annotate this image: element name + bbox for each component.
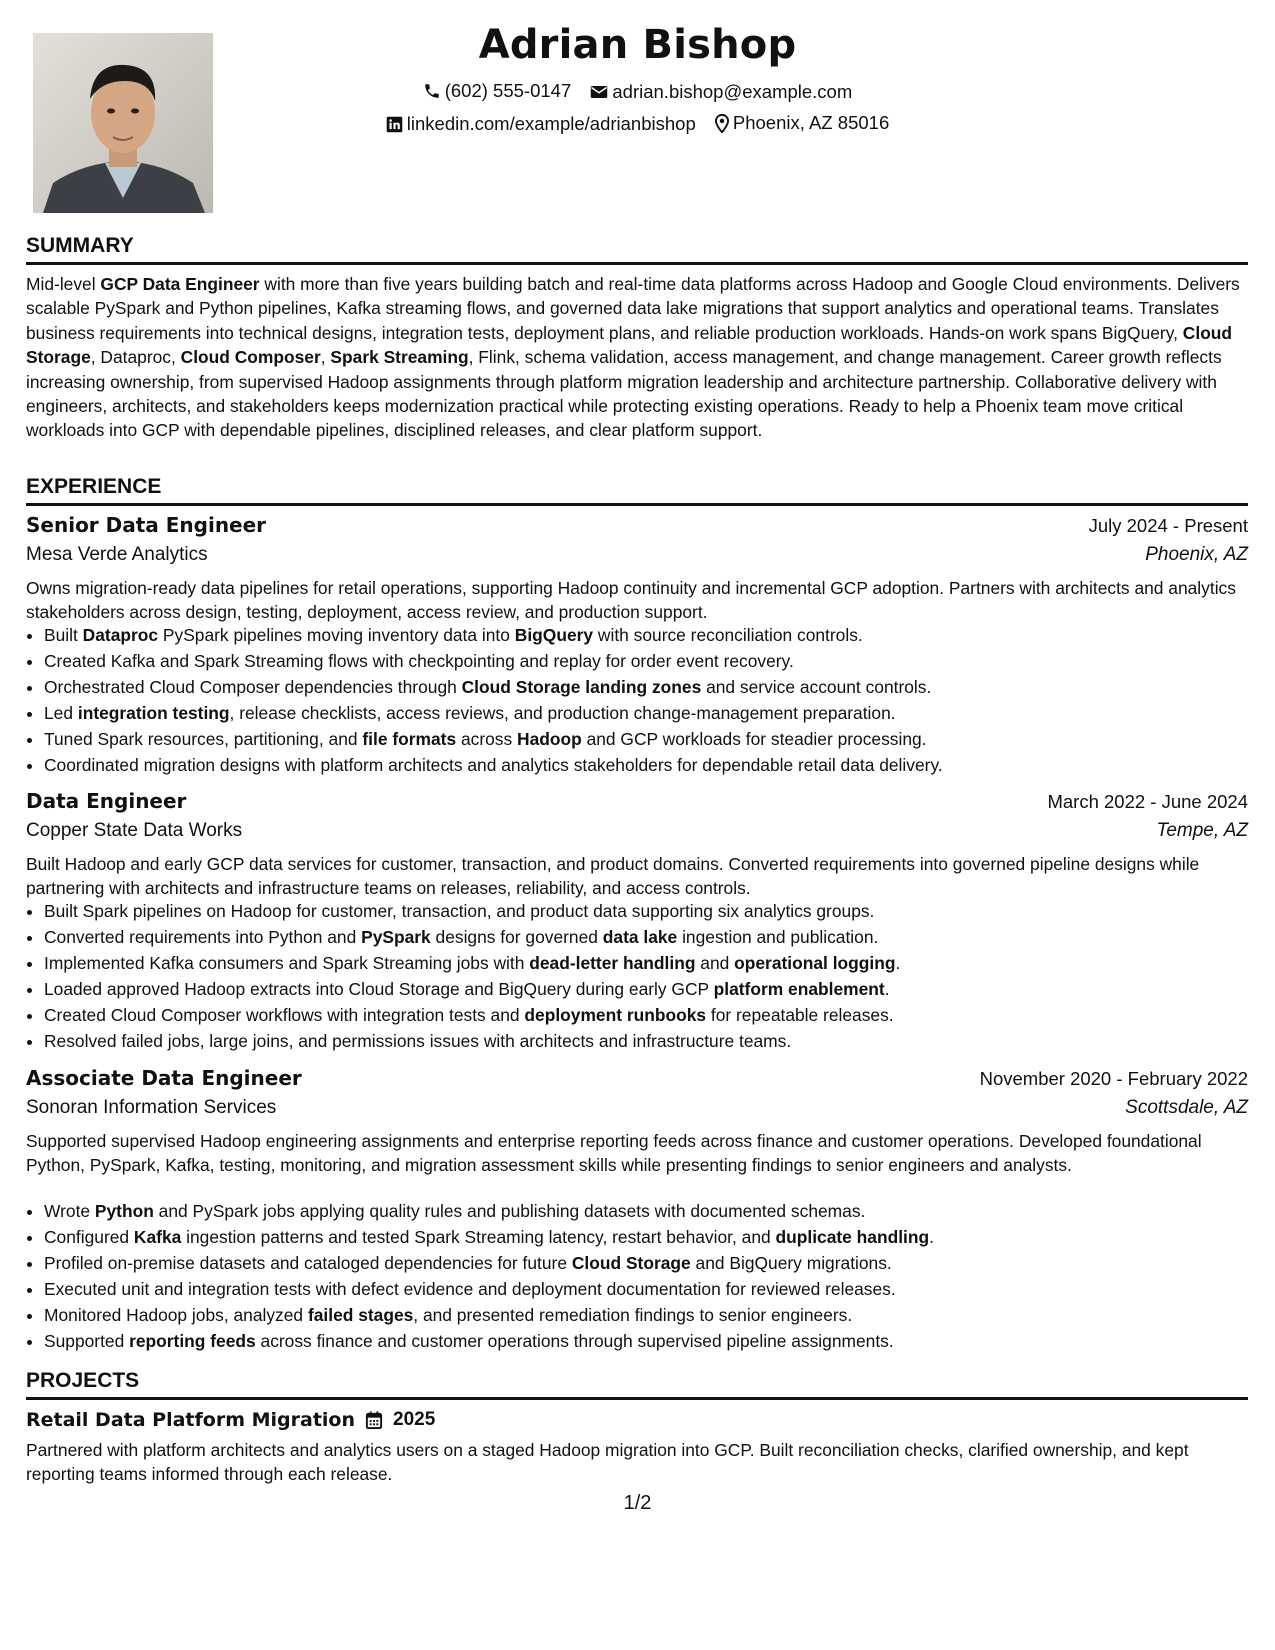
text-run: Supported — [44, 1330, 130, 1351]
bold-text: operational logging — [734, 952, 896, 973]
text-run: ingestion patterns and tested Spark Streaming latency, restart behavior, and — [181, 1226, 776, 1247]
text-run: . — [895, 952, 901, 973]
job-company: Sonoran Information Services — [26, 1097, 277, 1118]
bullet-item — [44, 1251, 1266, 1277]
project-header — [26, 1409, 435, 1431]
text-run: Orchestrated Cloud Composer dependencies through — [44, 676, 462, 697]
bullet-item — [44, 675, 1266, 701]
job-subheader — [26, 1097, 1248, 1119]
map-pin-icon — [715, 114, 729, 133]
job-bullets — [26, 899, 1266, 1054]
bullet-item — [44, 753, 1266, 779]
job-description: Built Hadoop and early GCP data services for customer, transaction, and product domains. Converted requirements into governed pipeline designs while partnering with architects and infrastructure teams on releases, reliability, and access controls. — [26, 854, 1200, 899]
bold-text: Kafka — [133, 1226, 182, 1247]
text-run: , release checklists, access reviews, and production change-management preparation. — [229, 702, 896, 723]
bold-text: Python — [94, 1201, 154, 1221]
text-run: Created Cloud Composer workflows with integration tests and — [44, 1004, 525, 1025]
job-header — [26, 513, 1248, 537]
text-run: Built — [44, 625, 83, 645]
text-run: Implemented Kafka consumers and Spark Streaming jobs with — [44, 952, 530, 973]
text-run: , and presented remediation findings to senior engineers. — [413, 1304, 853, 1325]
job-subheader — [26, 820, 1248, 842]
bullet-item — [44, 1277, 1266, 1303]
bullet-item — [44, 1029, 1266, 1055]
text-run: Resolved failed jobs, large joins, and permissions issues with architects and infrastructure teams. — [44, 1030, 792, 1051]
location-text: Phoenix, AZ 85016 — [732, 112, 890, 133]
bullet-item — [44, 623, 1266, 649]
job-description: Owns migration-ready data pipelines for retail operations, supporting Hadoop continuity and incremental GCP adoption. Partners with architects and analytics stakeholders across design, testing, deployment, access review, and production support. — [26, 578, 1236, 623]
text-run: and PySpark jobs applying quality rules and publishing datasets with documented schemas. — [153, 1201, 866, 1221]
bullet-item — [44, 977, 1266, 1003]
text-run: Coordinated migration designs with platform architects and analytics stakeholders for dependable retail data delivery. — [44, 754, 943, 775]
bold-text: Dataproc — [82, 625, 159, 645]
page-number: 1/2 — [623, 1492, 652, 1514]
text-run: Built Spark pipelines on Hadoop for customer, transaction, and product data supporting six analytics groups. — [44, 901, 875, 921]
experience-heading: EXPERIENCE — [26, 475, 1248, 506]
summary-heading: SUMMARY — [26, 234, 1248, 265]
text-run: Tuned Spark resources, partitioning, and — [44, 728, 363, 749]
text-run: and BigQuery migrations. — [690, 1252, 892, 1273]
contact-row-1 — [0, 80, 1275, 105]
job-title: Associate Data Engineer — [26, 1066, 302, 1090]
bullet-item — [44, 1225, 1266, 1251]
job-location: Phoenix, AZ — [1145, 544, 1248, 565]
job-bullets — [26, 623, 1266, 778]
text-run: PySpark pipelines moving inventory data into — [158, 625, 515, 645]
job-location: Tempe, AZ — [1156, 820, 1248, 841]
job-header — [26, 789, 1248, 813]
bold-text: Cloud Storage landing zones — [461, 676, 702, 697]
bullet-item — [44, 649, 1266, 675]
job-title: Senior Data Engineer — [26, 513, 267, 537]
job-dates: July 2024 - Present — [1088, 515, 1248, 536]
bold-text: GCP Data Engineer — [100, 274, 260, 294]
bold-text: deployment runbooks — [524, 1004, 707, 1025]
project-year: 2025 — [393, 1409, 436, 1430]
bold-text: platform enablement — [713, 978, 885, 999]
bullet-item — [44, 1199, 1266, 1225]
bold-text: file formats — [362, 728, 457, 749]
bold-text: reporting feeds — [129, 1330, 256, 1351]
text-run: Configured — [44, 1226, 134, 1247]
calendar-icon — [365, 1411, 383, 1430]
bold-text: duplicate handling — [775, 1226, 930, 1247]
job-title: Data Engineer — [26, 789, 187, 813]
text-run: Mid-level — [26, 274, 101, 294]
job-company: Copper State Data Works — [26, 820, 243, 841]
text-run: . — [884, 978, 890, 999]
text-run: , Dataproc, — [90, 347, 181, 368]
projects-heading: PROJECTS — [26, 1369, 1248, 1400]
summary-text — [26, 272, 1251, 443]
text-run: , Flink, schema validation, access management, and change management. Career growth reflects increasing ownership, from supervised Hadoop assignments through platform migration leadership and architecture partnership. Collaborative delivery with engineers, architects, and stakeholders keeps modernization practical while protecting existing operations. Ready to help a Phoenix team move critical workloads into GCP with dependable pipelines, disciplined releases, and clear platform support. — [26, 347, 1222, 441]
bold-text: Cloud Composer — [180, 347, 321, 368]
contact-row-2 — [0, 112, 1275, 138]
text-run: , — [320, 347, 331, 368]
job-description: Supported supervised Hadoop engineering assignments and enterprise reporting feeds across finance and customer operations. Developed foundational Python, PySpark, Kafka, testing, monitoring, and migration assessment skills while presenting findings to senior engineers and analysts. — [26, 1131, 1202, 1176]
text-run: and GCP workloads for steadier processing. — [581, 728, 927, 749]
text-run: across finance and customer operations through supervised pipeline assignments. — [255, 1330, 894, 1351]
text-run: and — [695, 952, 735, 973]
bold-text: data lake — [602, 926, 678, 947]
text-run: ingestion and publication. — [677, 926, 879, 947]
bullet-item — [44, 1303, 1266, 1329]
bold-text: failed stages — [307, 1304, 414, 1325]
job-bullets — [26, 1199, 1266, 1354]
text-run: Converted requirements into Python and — [44, 926, 362, 947]
text-run: Created Kafka and Spark Streaming flows with checkpointing and replay for order event recovery. — [44, 650, 794, 671]
bullet-item — [44, 1003, 1266, 1029]
location-contact — [715, 112, 889, 134]
phone-icon — [423, 82, 441, 100]
text-run: Loaded approved Hadoop extracts into Cloud Storage and BigQuery during early GCP — [44, 978, 714, 999]
text-run: designs for governed — [430, 926, 603, 947]
candidate-name: Adrian Bishop — [478, 22, 797, 68]
job-dates: March 2022 - June 2024 — [1047, 791, 1248, 812]
bold-text: Hadoop — [517, 728, 582, 749]
bullet-item — [44, 701, 1266, 727]
bold-text: Cloud Storage — [26, 322, 1233, 368]
bold-text: dead-letter handling — [529, 952, 696, 973]
bold-text: BigQuery — [514, 625, 594, 645]
text-run: with more than five years building batch and real-time data platforms across Hadoop and Google Cloud environments. Delivers scalable PySpark and Python pipelines, Kafka streaming flows, and governed data lake migrations that support analytics and operational teams. Translates business requirements into technical designs, integration tests, deployment plans, and reliable production workloads. Hands-on work spans BigQuery, — [26, 274, 1240, 343]
job-location: Scottsdale, AZ — [1125, 1097, 1248, 1118]
text-run: Monitored Hadoop jobs, analyzed — [44, 1304, 308, 1325]
job-header — [26, 1066, 1248, 1090]
bullet-item — [44, 925, 1266, 951]
project-title: Retail Data Platform Migration — [26, 1409, 356, 1431]
linkedin-text: linkedin.com/example/adrianbishop — [406, 113, 696, 134]
bullet-item — [44, 727, 1266, 753]
phone-contact[interactable] — [423, 80, 572, 102]
text-run: across — [456, 728, 518, 749]
text-run: Executed unit and integration tests with defect evidence and deployment documentation for reviewed releases. — [44, 1278, 896, 1299]
email-contact[interactable] — [590, 81, 852, 103]
bold-text: integration testing — [77, 702, 230, 723]
text-run: Profiled on-premise datasets and cataloged dependencies for future — [44, 1252, 572, 1273]
text-run: for repeatable releases. — [706, 1004, 894, 1025]
text-run: and service account controls. — [701, 676, 932, 697]
linkedin-contact[interactable] — [386, 113, 696, 135]
bullet-item — [44, 899, 1266, 925]
job-subheader — [26, 544, 1248, 566]
text-run: with source reconciliation controls. — [593, 625, 863, 645]
bold-text: Cloud Storage — [571, 1252, 691, 1273]
bold-text: PySpark — [361, 926, 431, 947]
job-company: Mesa Verde Analytics — [26, 544, 208, 565]
project-description: Partnered with platform architects and analytics users on a staged Hadoop migration into GCP. Built reconciliation checks, clarified ownership, and kept reporting teams informed through each release. — [26, 1440, 1189, 1485]
envelope-icon — [590, 84, 608, 100]
phone-text: (602) 555-0147 — [444, 80, 572, 101]
bullet-item — [44, 951, 1266, 977]
job-dates: November 2020 - February 2022 — [979, 1068, 1248, 1089]
bold-text: Spark Streaming — [330, 347, 469, 368]
linkedin-icon — [386, 116, 403, 133]
text-run: Wrote — [44, 1201, 95, 1221]
bullet-item — [44, 1329, 1266, 1355]
text-run: . — [929, 1226, 934, 1247]
text-run: Led — [44, 702, 78, 723]
email-text: adrian.bishop@example.com — [612, 81, 853, 102]
